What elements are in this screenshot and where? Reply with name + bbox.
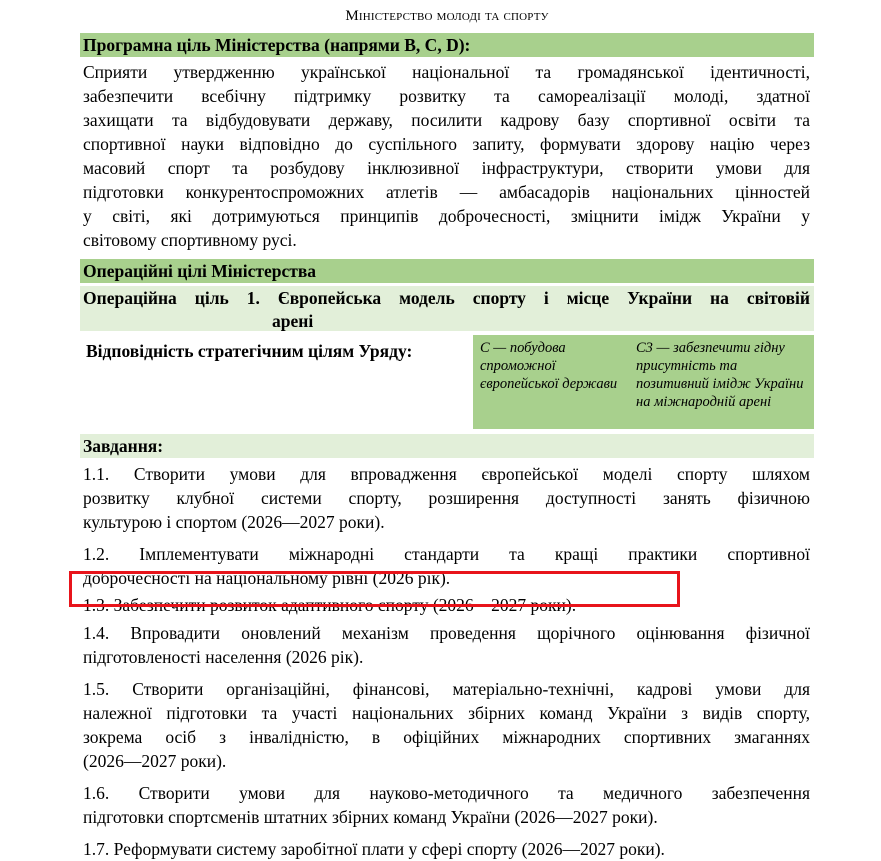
operational-goals-heading: Операційні цілі Міністерства: [80, 259, 814, 283]
task-item-1-1: [80, 462, 814, 534]
task-line: зокрема осіб з інвалідністю, в офіційних міжнародних спортивних змаганнях: [83, 727, 810, 747]
tasks-heading: Завдання:: [80, 434, 814, 458]
task-line: (2026—2027 роки).: [83, 751, 227, 771]
program-goal-line: підготовки конкурентоспроможних атлетів — амбасадорів національних цінностей: [83, 182, 810, 202]
program-goal-line: спортивної науки відповідно до суспільного запиту, формувати здорову націю через: [83, 134, 810, 154]
task-line: розвитку клубної системи спорту, розширення доступності занять фізичною: [83, 488, 810, 508]
operational-goal-1-title-cont: арені: [272, 311, 314, 331]
task-line: належної підготовки та участі національних збірних команд України з видів спорту,: [83, 703, 810, 723]
document-page: [80, 0, 814, 861]
strategic-goals-cell: [473, 335, 814, 429]
task-item-1-6: [80, 781, 814, 829]
task-line: 1.6. Створити умови для науково-методичного та медичного забезпечення: [83, 783, 810, 803]
task-line: 1.5. Створити організаційні, фінансові, матеріально-технічні, кадрові умови для: [83, 679, 810, 699]
program-goal-line: забезпечити всебічну підтримку розвитку та самореалізації молоді, здатної: [83, 86, 810, 106]
strategic-goal-c3: C3 — забезпечити гідну присутність та позитивний імідж України на міжнародній арені: [636, 340, 804, 410]
program-goal-line: захищати та відбудовувати державу, посилити кадрову базу спортивної освіти та: [83, 110, 810, 130]
task-line: 1.3. Забезпечити розвиток адаптивного спорту (2026—2027 роки).: [83, 595, 577, 615]
strategic-alignment-label: Відповідність стратегічним цілям Уряду:: [86, 341, 413, 361]
strategic-alignment-row: [80, 335, 814, 429]
task-line: доброчесності на національному рівні (2026 рік).: [83, 568, 451, 588]
program-goal-line: світовому спортивному русі.: [83, 230, 297, 250]
task-line: культурою і спортом (2026—2027 роки).: [83, 512, 385, 532]
program-goal-line: масовий спорт та розбудову інклюзивної інфраструктури, створити умови для: [83, 158, 810, 178]
task-item-1-3: [80, 593, 814, 617]
ministry-header: Міністерство молоді та спорту: [345, 8, 549, 24]
task-line: підготовленості населення (2026 рік).: [83, 647, 364, 667]
task-line: підготовки спортсменів штатних збірних команд України (2026—2027 роки).: [83, 807, 658, 827]
program-goal-text: [80, 60, 814, 252]
task-line: 1.7. Реформувати систему заробітної плати у сфері спорту (2026—2027 роки).: [83, 839, 665, 859]
task-item-1-2: [80, 542, 814, 590]
task-item-1-5: [80, 677, 814, 773]
program-goal-line: у світі, які дотримуються принципів доброчесності, зміцнити імідж України у: [83, 206, 810, 226]
task-line: 1.1. Створити умови для впровадження європейської моделі спорту шляхом: [83, 464, 810, 484]
strategic-goal-c: C — побудова спроможної європейської держави: [480, 340, 618, 392]
task-line: 1.4. Впровадити оновлений механізм проведення щорічного оцінювання фізичної: [83, 623, 810, 643]
task-item-1-4: [80, 621, 814, 669]
operational-goal-1-title: Операційна ціль 1. Європейська модель спорту і місце України на світовій: [83, 288, 810, 308]
program-goal-line: Сприяти утвердженню української національної та громадянської ідентичності,: [83, 62, 810, 82]
task-line: 1.2. Імплементувати міжнародні стандарти та кращі практики спортивної: [83, 544, 810, 564]
operational-goal-1: [80, 286, 814, 331]
program-goal-heading: Програмна ціль Міністерства (напрями B, C, D):: [80, 33, 814, 57]
task-item-1-7: [80, 837, 814, 861]
